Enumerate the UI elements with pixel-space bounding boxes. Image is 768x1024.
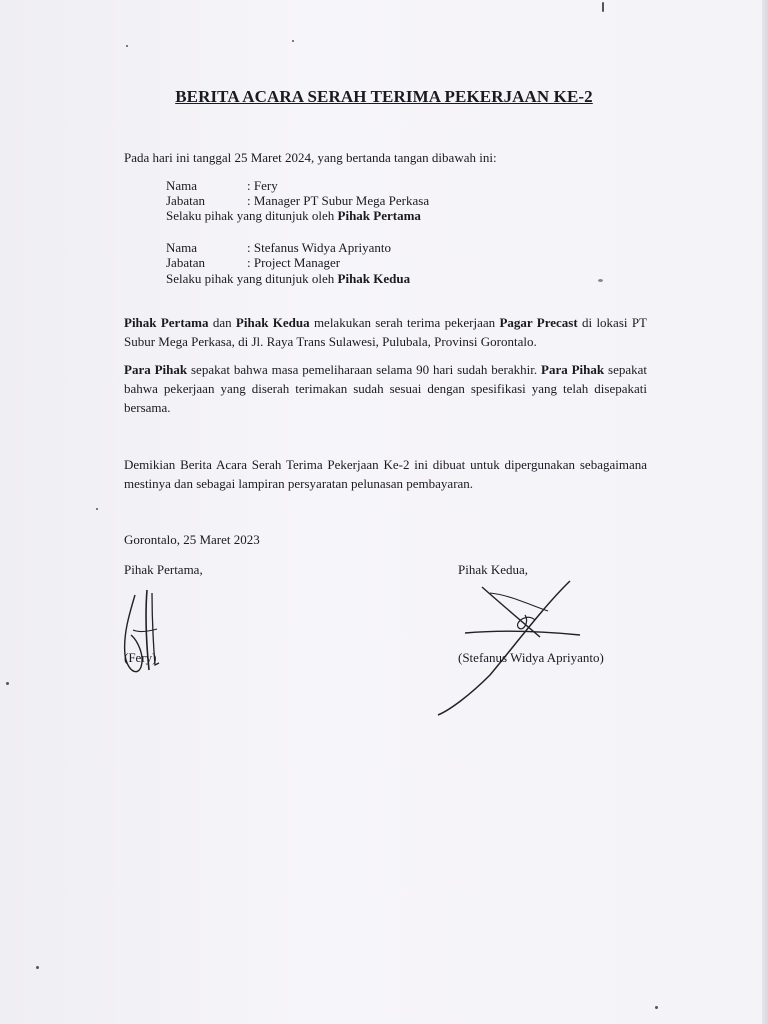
signatory1-name: (Fery): [124, 650, 157, 665]
scan-speck: [655, 1006, 658, 1009]
p1-text1: dan: [208, 315, 236, 330]
party1-name-label: Nama: [166, 178, 198, 193]
party1-designation-prefix: Selaku pihak yang ditunjuk oleh: [166, 208, 338, 223]
p2-bold-para-pihak-1: Para Pihak: [124, 362, 188, 377]
signatory2-heading: Pihak Kedua,: [458, 562, 529, 577]
p1-bold-pagar-precast: Pagar Precast: [499, 315, 578, 330]
scan-speck: [36, 966, 39, 969]
party1-designation-bold: Pihak Pertama: [337, 208, 421, 223]
signatory2-name: (Stefanus Widya Apriyanto): [458, 650, 604, 665]
party2-position-value: : Project Manager: [247, 255, 341, 270]
paragraph-maintenance: [124, 360, 647, 417]
p2-text1: sepakat bahwa masa pemeliharaan selama 90 hari sudah berakhir.: [187, 362, 542, 377]
scan-speck: [598, 279, 603, 282]
p1-text2: melakukan serah terima pekerjaan: [309, 315, 500, 330]
party2-designation: [166, 271, 410, 286]
p1-bold-pihak-kedua: Pihak Kedua: [235, 315, 310, 330]
paragraph-handover: [124, 313, 647, 351]
party2-designation-prefix: Selaku pihak yang ditunjuk oleh: [166, 271, 338, 286]
signatory1-heading: Pihak Pertama,: [124, 562, 203, 577]
p2-bold-para-pihak-2: Para Pihak: [541, 362, 605, 377]
party1-position-label: Jabatan: [166, 193, 205, 208]
party2-position-label: Jabatan: [166, 255, 205, 270]
party2-designation-bold: Pihak Kedua: [337, 271, 411, 286]
scan-speck: [126, 45, 128, 47]
scan-speck: [6, 682, 9, 685]
scan-speck: [96, 508, 98, 510]
scan-speck: [602, 2, 604, 12]
p1-bold-pihak-pertama: Pihak Pertama: [124, 315, 209, 330]
p2-text2: sepakat bahwa pekerjaan yang diserah terimakan sudah sesuai dengan spesifikasi yang telah disepakati bersama.: [124, 362, 647, 415]
paragraph-closing: Demikian Berita Acara Serah Terima Pekerjaan Ke-2 ini dibuat untuk dipergunakan sebagaimana mestinya dan sebagai lampiran persyaratan pelunasan pembayaran.: [124, 457, 647, 491]
party1-position-value: : Manager PT Subur Mega Perkasa: [247, 193, 430, 208]
party2-name-label: Nama: [166, 240, 198, 255]
p1-text3: di lokasi PT Subur Mega Perkasa, di Jl. Raya Trans Sulawesi, Pulubala, Provinsi Gorontalo.: [124, 315, 647, 349]
page-edge-shadow: [762, 0, 768, 1024]
party2-name-value: : Stefanus Widya Apriyanto: [247, 240, 392, 255]
place-date: Gorontalo, 25 Maret 2023: [124, 532, 260, 547]
party1-name-value: : Fery: [247, 178, 278, 193]
scan-speck: [292, 40, 294, 42]
party1-designation: [166, 208, 421, 223]
signature-stefanus: [430, 575, 590, 720]
document-title: BERITA ACARA SERAH TERIMA PEKERJAAN KE-2: [175, 87, 593, 106]
intro-text: Pada hari ini tanggal 25 Maret 2024, yang bertanda tangan dibawah ini:: [124, 150, 497, 165]
